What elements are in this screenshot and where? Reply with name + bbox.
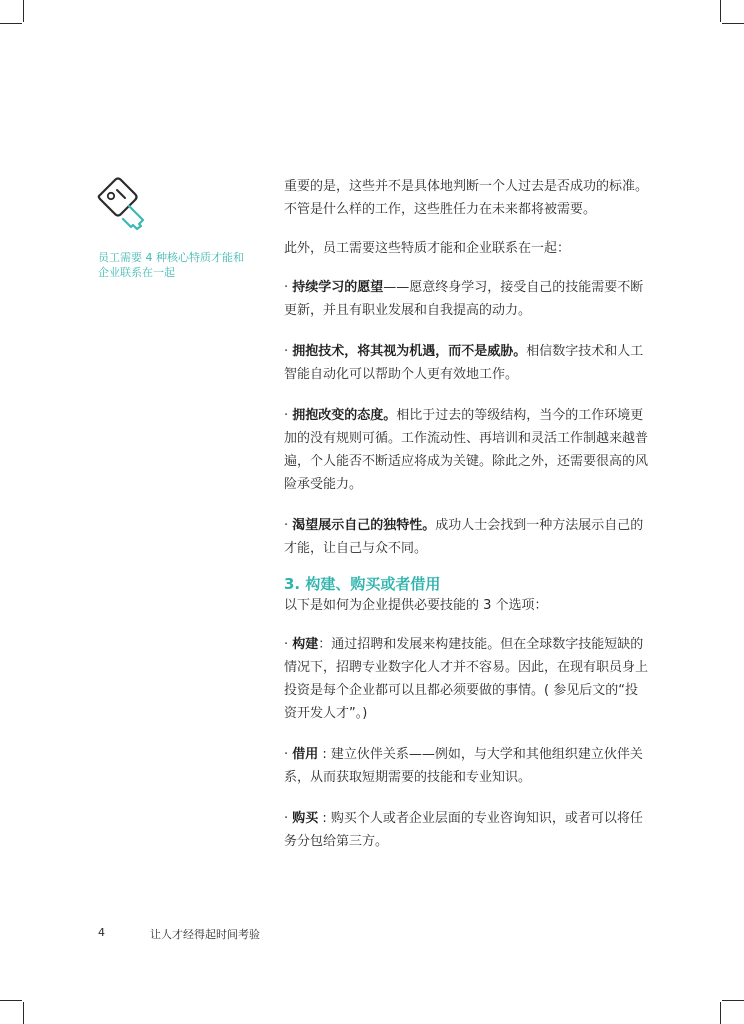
- crop-mark: [722, 1000, 744, 1001]
- trait-item: · 拥抱改变的态度。相比于过去的等级结构，当今的工作环境更加的没有规则可循。工作流动性、再培训和灵活工作制越来越普遍，个人能否不断适应将成为关键。除此之外，还需要很高的风险承受能力。: [284, 408, 649, 492]
- option-title: 借用: [292, 747, 319, 762]
- option-text: : 购买个人或者企业层面的专业咨询知识，或者可以将任务分包给第三方。: [284, 811, 643, 849]
- intro-paragraph: 此外，员工需要这些特质才能和企业联系在一起：: [284, 241, 571, 256]
- sidebar-note: 员工需要 4 种核心特质才能和企业联系在一起: [98, 251, 244, 279]
- crop-mark: [722, 23, 744, 24]
- trait-title: 渴望展示自己的独特性。: [292, 518, 436, 533]
- trait-text: 成功人士会找到一种方法展示自己的才能，让自己与众不同。: [284, 518, 644, 556]
- trait-text: 相比于过去的等级结构，当今的工作环境更加的没有规则可循。工作流动性、再培训和灵活工作制越来越普遍，个人能否不断适应将成为关键。除此之外，还需要很高的风险承受能力。: [284, 408, 649, 492]
- intro-paragraph: 重要的是，这些并不是具体地判断一个人过去是否成功的标准。不管是什么样的工作，这些胜任力在未来都将被需要。: [284, 179, 649, 217]
- crop-mark: [720, 0, 721, 22]
- option-text: ：通过招聘和发展来构建技能。但在全球数字技能短缺的情况下，招聘专业数字化人才并不容易。因此，在现有职员身上投资是每个企业都可以且都必须要做的事情。( 参见后文的“投资开发人才”。): [284, 637, 649, 721]
- main-content: [284, 175, 650, 853]
- footer-title: 让人才经得起时间考验: [150, 928, 260, 941]
- crop-mark: [23, 1002, 24, 1024]
- key-icon: [95, 174, 151, 232]
- crop-mark: [0, 1000, 22, 1001]
- crop-mark: [0, 23, 22, 24]
- option-item: · 构建：通过招聘和发展来构建技能。但在全球数字技能短缺的情况下，招聘专业数字化人才并不容易。因此，在现有职员身上投资是每个企业都可以且都必须要做的事情。( 参见后文的“投资开发人才”。): [284, 637, 649, 721]
- crop-mark: [720, 1002, 721, 1024]
- trait-item: · 渴望展示自己的独特性。成功人士会找到一种方法展示自己的才能，让自己与众不同。: [284, 518, 644, 556]
- trait-item: · 持续学习的愿望——愿意终身学习，接受自己的技能需要不断更新，并且有职业发展和自我提高的动力。: [284, 280, 644, 318]
- section-heading: 3. 构建、购买或者借用: [284, 575, 441, 593]
- option-title: 购买: [292, 811, 319, 826]
- option-text: : 建立伙伴关系——例如，与大学和其他组织建立伙伴关系，从而获取短期需要的技能和专业知识。: [284, 747, 643, 785]
- option-item: · 借用 : 建立伙伴关系——例如，与大学和其他组织建立伙伴关系，从而获取短期需要的技能和专业知识。: [284, 747, 643, 785]
- trait-title: 拥抱改变的态度。: [292, 408, 397, 423]
- trait-text: ——愿意终身学习，接受自己的技能需要不断更新，并且有职业发展和自我提高的动力。: [284, 280, 644, 318]
- option-item: · 购买 : 购买个人或者企业层面的专业咨询知识，或者可以将任务分包给第三方。: [284, 811, 643, 849]
- trait-item: · 拥抱技术，将其视为机遇，而不是威胁。相信数字技术和人工智能自动化可以帮助个人更有效地工作。: [284, 344, 644, 382]
- page-number: 4: [98, 926, 105, 939]
- section-intro: 以下是如何为企业提供必要技能的 3 个选项：: [284, 598, 548, 613]
- option-title: 构建: [292, 637, 319, 652]
- trait-text: 相信数字技术和人工智能自动化可以帮助个人更有效地工作。: [284, 344, 644, 382]
- trait-title: 拥抱技术，将其视为机遇，而不是威胁。: [292, 344, 527, 359]
- trait-title: 持续学习的愿望: [292, 280, 384, 295]
- crop-mark: [23, 0, 24, 22]
